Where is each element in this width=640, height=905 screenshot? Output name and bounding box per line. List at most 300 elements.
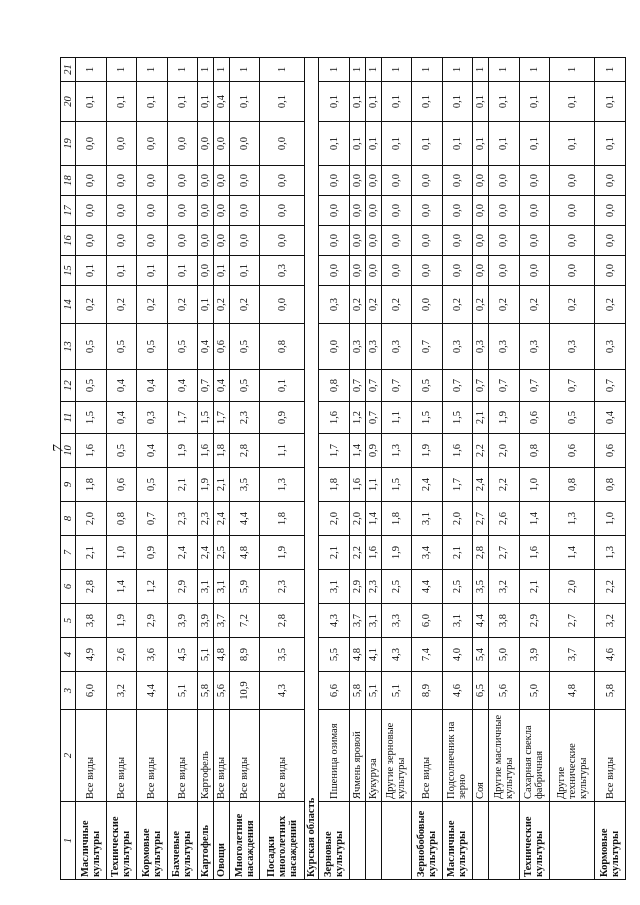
value-cell: 1,7 — [319, 434, 350, 468]
value-cell: 1,7 — [167, 402, 198, 434]
crop-group-cell: Масличные культуры — [442, 802, 473, 880]
value-cell: 0,1 — [473, 122, 489, 166]
value-cell: 6,0 — [412, 604, 443, 638]
value-cell: 0,3 — [137, 402, 168, 434]
value-cell: 0,0 — [595, 226, 626, 256]
crop-type-cell: Ячмень яровой — [349, 710, 365, 802]
table-row — [519, 58, 550, 880]
value-cell: 0,1 — [106, 256, 137, 286]
value-cell: 2,1 — [167, 468, 198, 502]
value-cell: 0,0 — [550, 226, 595, 256]
value-cell: 2,0 — [319, 502, 350, 536]
value-cell: 0,7 — [137, 502, 168, 536]
value-cell: 0,0 — [319, 256, 350, 286]
value-cell: 0,8 — [595, 468, 626, 502]
value-cell: 4,9 — [76, 638, 107, 672]
value-cell: 4,4 — [412, 570, 443, 604]
value-cell: 0,0 — [213, 122, 229, 166]
table-row — [198, 58, 214, 880]
value-cell: 2,9 — [519, 604, 550, 638]
value-cell: 3,5 — [473, 570, 489, 604]
value-cell: 2,5 — [213, 536, 229, 570]
crop-type-cell: Все виды — [167, 710, 198, 802]
value-cell: 0,0 — [260, 122, 305, 166]
value-cell: 0,9 — [260, 402, 305, 434]
value-cell: 0,3 — [550, 324, 595, 370]
value-cell: 0,0 — [489, 226, 520, 256]
value-cell: 3,2 — [595, 604, 626, 638]
value-cell: 4,1 — [365, 638, 381, 672]
value-cell: 3,7 — [550, 638, 595, 672]
value-cell: 0,4 — [595, 402, 626, 434]
value-cell: 0,0 — [229, 122, 260, 166]
value-cell: 0,0 — [106, 166, 137, 196]
value-cell: 7,2 — [229, 604, 260, 638]
value-cell: 0,5 — [229, 324, 260, 370]
value-cell: 5,8 — [198, 672, 214, 710]
value-cell: 0,5 — [106, 434, 137, 468]
crop-type-cell: Все виды — [260, 710, 305, 802]
value-cell: 0,2 — [213, 286, 229, 324]
value-cell: 0,0 — [412, 226, 443, 256]
crop-type-cell: Все виды — [213, 710, 229, 802]
value-cell: 0,1 — [260, 370, 305, 402]
value-cell: 3,1 — [365, 604, 381, 638]
value-cell: 0,0 — [229, 196, 260, 226]
table-row — [381, 58, 412, 880]
table-row — [473, 58, 489, 880]
value-cell: 2,8 — [229, 434, 260, 468]
value-cell: 1 — [167, 58, 198, 82]
header-row — [61, 58, 76, 880]
table-row — [349, 58, 365, 880]
value-cell: 3,8 — [489, 604, 520, 638]
value-cell: 7,4 — [412, 638, 443, 672]
value-cell: 0,0 — [106, 122, 137, 166]
value-cell: 1,0 — [106, 536, 137, 570]
value-cell: 2,2 — [349, 536, 365, 570]
value-cell: 0,0 — [198, 166, 214, 196]
value-cell: 1,8 — [213, 434, 229, 468]
crop-type-cell: Все виды — [137, 710, 168, 802]
value-cell: 1 — [381, 58, 412, 82]
value-cell: 3,8 — [76, 604, 107, 638]
value-cell: 0,0 — [213, 226, 229, 256]
table-row — [106, 58, 137, 880]
value-cell: 1 — [442, 58, 473, 82]
table-row — [319, 58, 350, 880]
value-cell: 4,3 — [381, 638, 412, 672]
value-cell: 4,3 — [260, 672, 305, 710]
crop-group-cell: Многолетние насаждения — [229, 802, 260, 880]
value-cell: 0,0 — [442, 256, 473, 286]
value-cell: 8,9 — [229, 638, 260, 672]
crop-group-cell: Кормовые культуры — [595, 802, 626, 880]
value-cell: 3,5 — [229, 468, 260, 502]
value-cell: 2,1 — [473, 402, 489, 434]
value-cell: 0,0 — [365, 226, 381, 256]
value-cell: 1 — [106, 58, 137, 82]
header-cell: 3 — [61, 672, 76, 710]
crop-group-cell: Зерновые культуры — [319, 802, 350, 880]
value-cell: 8,9 — [412, 672, 443, 710]
value-cell: 0,1 — [550, 122, 595, 166]
value-cell: 1,3 — [595, 536, 626, 570]
value-cell: 2,3 — [260, 570, 305, 604]
value-cell: 0,1 — [198, 286, 214, 324]
value-cell: 0,0 — [412, 196, 443, 226]
value-cell: 0,3 — [489, 324, 520, 370]
value-cell: 0,0 — [442, 166, 473, 196]
value-cell: 1 — [412, 58, 443, 82]
value-cell: 0,0 — [167, 166, 198, 196]
crop-group-cell: Кормовые культуры — [137, 802, 168, 880]
crop-group-cell: Технические культуры — [519, 802, 550, 880]
value-cell: 0,0 — [550, 166, 595, 196]
value-cell: 6,5 — [473, 672, 489, 710]
value-cell: 0,8 — [106, 502, 137, 536]
value-cell: 0,2 — [473, 286, 489, 324]
value-cell: 2,9 — [167, 570, 198, 604]
value-cell: 5,8 — [595, 672, 626, 710]
value-cell: 1,7 — [213, 402, 229, 434]
value-cell: 0,1 — [76, 256, 107, 286]
header-cell: 9 — [61, 468, 76, 502]
crop-group-cell: Посадки многолетних насаждений — [260, 802, 305, 880]
value-cell: 2,7 — [473, 502, 489, 536]
value-cell: 2,2 — [473, 434, 489, 468]
value-cell: 1,7 — [442, 468, 473, 502]
value-cell: 0,0 — [519, 166, 550, 196]
value-cell: 0,9 — [365, 434, 381, 468]
value-cell: 0,8 — [260, 324, 305, 370]
value-cell: 0,1 — [489, 122, 520, 166]
value-cell: 0,1 — [365, 82, 381, 122]
value-cell: 0,0 — [76, 226, 107, 256]
value-cell: 4,3 — [319, 604, 350, 638]
crop-type-cell: Подсолнечник на зерно — [442, 710, 473, 802]
value-cell: 3,7 — [213, 604, 229, 638]
value-cell: 0,2 — [137, 286, 168, 324]
value-cell: 0,7 — [365, 370, 381, 402]
value-cell: 2,6 — [489, 502, 520, 536]
value-cell: 0,0 — [349, 196, 365, 226]
value-cell: 0,0 — [319, 196, 350, 226]
value-cell: 0,2 — [519, 286, 550, 324]
value-cell: 0,1 — [167, 82, 198, 122]
value-cell: 0,1 — [349, 82, 365, 122]
value-cell: 0,1 — [365, 122, 381, 166]
value-cell: 2,1 — [442, 536, 473, 570]
value-cell: 0,1 — [442, 82, 473, 122]
value-cell: 0,4 — [198, 324, 214, 370]
value-cell: 0,3 — [349, 324, 365, 370]
value-cell: 0,4 — [106, 402, 137, 434]
region-row — [305, 58, 319, 880]
value-cell: 0,7 — [381, 370, 412, 402]
value-cell: 0,0 — [442, 196, 473, 226]
table-row — [76, 58, 107, 880]
value-cell: 1 — [213, 58, 229, 82]
value-cell: 0,4 — [137, 434, 168, 468]
crop-group-cell: Бахчевые культуры — [167, 802, 198, 880]
value-cell: 1,3 — [381, 434, 412, 468]
value-cell: 1 — [198, 58, 214, 82]
value-cell: 1 — [519, 58, 550, 82]
value-cell: 0,0 — [473, 256, 489, 286]
value-cell: 2,4 — [473, 468, 489, 502]
value-cell: 1 — [260, 58, 305, 82]
value-cell: 0,0 — [381, 256, 412, 286]
crop-group-cell — [349, 802, 365, 880]
value-cell: 4,4 — [229, 502, 260, 536]
value-cell: 5,1 — [365, 672, 381, 710]
table-row — [550, 58, 595, 880]
value-cell: 1,4 — [550, 536, 595, 570]
value-cell: 1 — [550, 58, 595, 82]
value-cell: 0,0 — [319, 226, 350, 256]
value-cell: 3,5 — [260, 638, 305, 672]
value-cell: 0,0 — [595, 196, 626, 226]
rotated-table-container — [60, 58, 626, 880]
value-cell: 0,1 — [319, 82, 350, 122]
value-cell: 2,4 — [198, 536, 214, 570]
value-cell: 0,6 — [213, 324, 229, 370]
value-cell: 6,6 — [319, 672, 350, 710]
value-cell: 0,3 — [365, 324, 381, 370]
value-cell: 4,4 — [137, 672, 168, 710]
value-cell: 0,2 — [229, 286, 260, 324]
value-cell: 2,2 — [595, 570, 626, 604]
table-row — [412, 58, 443, 880]
value-cell: 1 — [365, 58, 381, 82]
value-cell: 2,0 — [489, 434, 520, 468]
value-cell: 0,6 — [106, 468, 137, 502]
crop-group-cell — [489, 802, 520, 880]
value-cell: 0,0 — [473, 166, 489, 196]
value-cell: 0,3 — [260, 256, 305, 286]
value-cell: 0,0 — [595, 256, 626, 286]
value-cell: 2,6 — [106, 638, 137, 672]
value-cell: 1 — [137, 58, 168, 82]
value-cell: 0,0 — [550, 256, 595, 286]
value-cell: 1,5 — [76, 402, 107, 434]
header-cell: 8 — [61, 502, 76, 536]
header-cell: 5 — [61, 604, 76, 638]
value-cell: 0,0 — [412, 256, 443, 286]
value-cell: 0,3 — [473, 324, 489, 370]
crop-type-cell: Соя — [473, 710, 489, 802]
value-cell: 0,7 — [473, 370, 489, 402]
value-cell: 3,2 — [106, 672, 137, 710]
value-cell: 0,0 — [213, 196, 229, 226]
value-cell: 2,8 — [260, 604, 305, 638]
value-cell: 0,0 — [381, 166, 412, 196]
value-cell: 1,4 — [349, 434, 365, 468]
header-cell: 13 — [61, 324, 76, 370]
value-cell: 3,1 — [442, 604, 473, 638]
value-cell: 0,2 — [167, 286, 198, 324]
value-cell: 1,6 — [76, 434, 107, 468]
value-cell: 0,1 — [519, 122, 550, 166]
table-row — [489, 58, 520, 880]
value-cell: 1,9 — [106, 604, 137, 638]
value-cell: 3,1 — [213, 570, 229, 604]
value-cell: 0,4 — [213, 370, 229, 402]
value-cell: 1,4 — [365, 502, 381, 536]
value-cell: 3,4 — [412, 536, 443, 570]
value-cell: 0,1 — [106, 82, 137, 122]
value-cell: 1 — [229, 58, 260, 82]
value-cell: 0,0 — [137, 122, 168, 166]
value-cell: 4,8 — [213, 638, 229, 672]
value-cell: 0,1 — [595, 122, 626, 166]
value-cell: 0,0 — [365, 196, 381, 226]
value-cell: 0,0 — [106, 196, 137, 226]
value-cell: 4,6 — [442, 672, 473, 710]
value-cell: 3,2 — [489, 570, 520, 604]
value-cell: 1,8 — [381, 502, 412, 536]
value-cell: 2,8 — [473, 536, 489, 570]
value-cell: 10,9 — [229, 672, 260, 710]
value-cell: 3,1 — [412, 502, 443, 536]
value-cell: 2,0 — [442, 502, 473, 536]
crop-type-cell: Все виды — [595, 710, 626, 802]
value-cell: 0,0 — [229, 166, 260, 196]
value-cell: 1,9 — [167, 434, 198, 468]
table-row — [229, 58, 260, 880]
value-cell: 0,1 — [229, 82, 260, 122]
crop-type-cell: Другие технические культуры — [550, 710, 595, 802]
value-cell: 0,8 — [550, 468, 595, 502]
value-cell: 0,5 — [76, 324, 107, 370]
header-cell: 21 — [61, 58, 76, 82]
crop-group-cell: Технические культуры — [106, 802, 137, 880]
value-cell: 2,1 — [519, 570, 550, 604]
value-cell: 2,7 — [550, 604, 595, 638]
value-cell: 1,1 — [381, 402, 412, 434]
value-cell: 5,1 — [198, 638, 214, 672]
value-cell: 0,7 — [595, 370, 626, 402]
value-cell: 1,4 — [519, 502, 550, 536]
value-cell: 3,7 — [349, 604, 365, 638]
value-cell: 0,0 — [349, 256, 365, 286]
value-cell: 1,3 — [260, 468, 305, 502]
value-cell: 0,0 — [137, 196, 168, 226]
value-cell: 3,3 — [381, 604, 412, 638]
value-cell: 0,0 — [198, 122, 214, 166]
header-cell: 20 — [61, 82, 76, 122]
value-cell: 4,4 — [473, 604, 489, 638]
value-cell: 0,4 — [106, 370, 137, 402]
value-cell: 2,1 — [319, 536, 350, 570]
crop-group-cell — [550, 802, 595, 880]
crop-group-cell: Картофель — [198, 802, 214, 880]
value-cell: 1,5 — [381, 468, 412, 502]
value-cell: 0,0 — [473, 196, 489, 226]
value-cell: 0,4 — [213, 82, 229, 122]
value-cell: 0,0 — [519, 226, 550, 256]
value-cell: 2,4 — [213, 502, 229, 536]
value-cell: 1,4 — [106, 570, 137, 604]
value-cell: 1,6 — [198, 434, 214, 468]
value-cell: 0,2 — [550, 286, 595, 324]
value-cell: 1,2 — [349, 402, 365, 434]
value-cell: 0,2 — [595, 286, 626, 324]
value-cell: 0,0 — [519, 196, 550, 226]
crop-type-cell: Сахарная свекла фабричная — [519, 710, 550, 802]
table-row — [167, 58, 198, 880]
value-cell: 0,3 — [442, 324, 473, 370]
value-cell: 0,0 — [365, 256, 381, 286]
value-cell: 5,1 — [381, 672, 412, 710]
value-cell: 0,5 — [167, 324, 198, 370]
value-cell: 2,3 — [198, 502, 214, 536]
crop-group-cell: Масличные культуры — [76, 802, 107, 880]
value-cell: 0,8 — [519, 434, 550, 468]
value-cell: 0,0 — [76, 166, 107, 196]
value-cell: 0,0 — [550, 196, 595, 226]
header-cell: 18 — [61, 166, 76, 196]
value-cell: 0,4 — [167, 370, 198, 402]
value-cell: 0,0 — [319, 324, 350, 370]
crop-type-cell: Другие масличные культуры — [489, 710, 520, 802]
value-cell: 0,0 — [349, 166, 365, 196]
value-cell: 1,9 — [260, 536, 305, 570]
value-cell: 0,1 — [473, 82, 489, 122]
value-cell: 2,0 — [76, 502, 107, 536]
value-cell: 5,8 — [349, 672, 365, 710]
value-cell: 0,7 — [412, 324, 443, 370]
value-cell: 0,1 — [137, 256, 168, 286]
value-cell: 2,4 — [167, 536, 198, 570]
value-cell: 1 — [76, 58, 107, 82]
value-cell: 0,0 — [167, 122, 198, 166]
value-cell: 1,5 — [412, 402, 443, 434]
value-cell: 0,1 — [349, 122, 365, 166]
value-cell: 1,6 — [365, 536, 381, 570]
value-cell: 0,0 — [229, 226, 260, 256]
value-cell: 1,0 — [519, 468, 550, 502]
value-cell: 0,2 — [349, 286, 365, 324]
value-cell: 0,1 — [260, 82, 305, 122]
value-cell: 0,0 — [76, 196, 107, 226]
value-cell: 0,5 — [412, 370, 443, 402]
value-cell: 0,3 — [381, 324, 412, 370]
crop-type-cell: Кукуруза — [365, 710, 381, 802]
value-cell: 1,6 — [349, 468, 365, 502]
value-cell: 2,0 — [349, 502, 365, 536]
value-cell: 0,7 — [442, 370, 473, 402]
value-cell: 0,0 — [137, 226, 168, 256]
crop-type-cell: Все виды — [106, 710, 137, 802]
value-cell: 0,1 — [381, 122, 412, 166]
value-cell: 0,0 — [198, 196, 214, 226]
value-cell: 0,7 — [365, 402, 381, 434]
value-cell: 0,1 — [229, 256, 260, 286]
header-cell: 19 — [61, 122, 76, 166]
value-cell: 0,7 — [519, 370, 550, 402]
value-cell: 3,9 — [167, 604, 198, 638]
header-cell: 12 — [61, 370, 76, 402]
header-cell: 11 — [61, 402, 76, 434]
value-cell: 0,5 — [137, 468, 168, 502]
header-cell: 14 — [61, 286, 76, 324]
value-cell: 0,8 — [319, 370, 350, 402]
value-cell: 0,0 — [319, 166, 350, 196]
value-cell: 0,7 — [489, 370, 520, 402]
value-cell: 1,2 — [137, 570, 168, 604]
